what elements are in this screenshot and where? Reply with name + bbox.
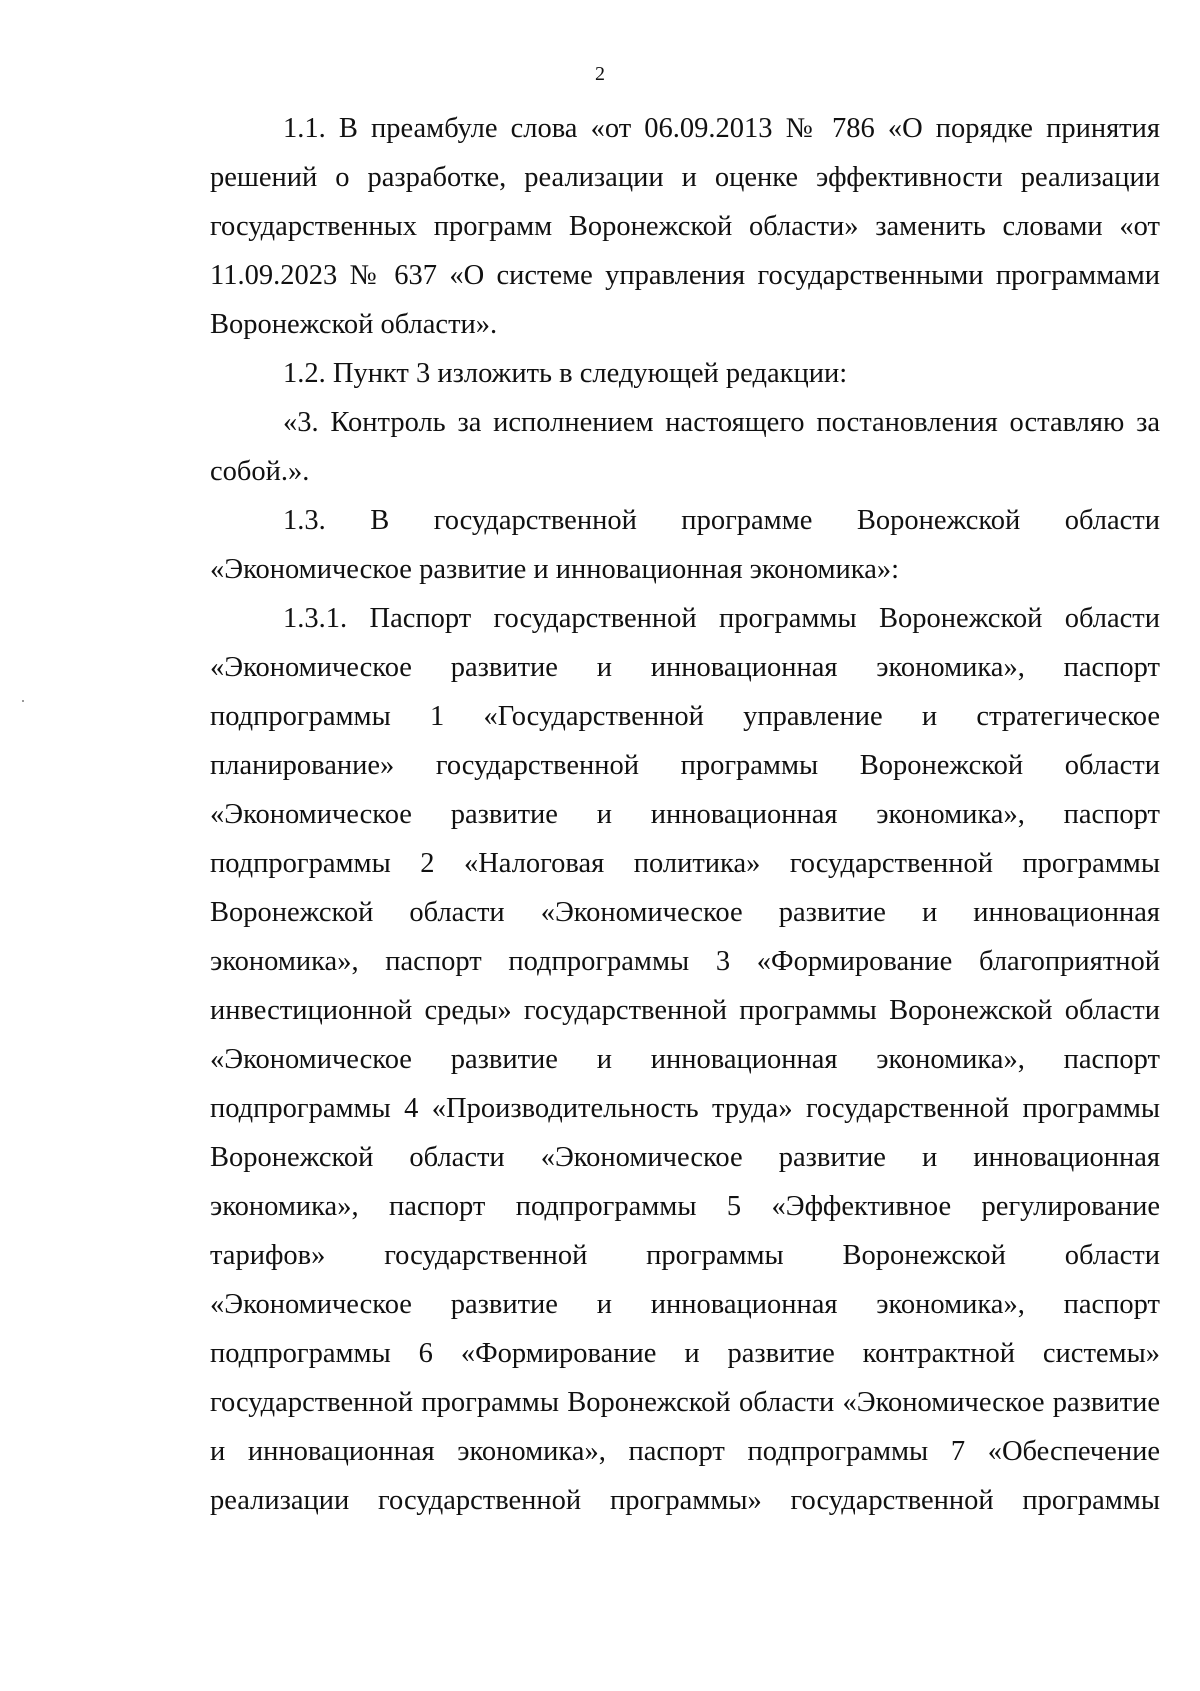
paragraph-1-3: 1.3. В государственной программе Воронежской области «Экономическое развитие и инновационная экономика»: [210,505,1160,585]
paragraph-1-2: 1.2. Пункт 3 изложить в следующей редакции: [283,358,848,389]
scan-artifact-dot [22,700,24,702]
paragraph-quote-3: «3. Контроль за исполнением настоящего постановления оставляю за собой.». [210,407,1160,487]
page-number: 2 [595,63,605,85]
document-body [210,104,1160,1525]
paragraph-1-3-1: 1.3.1. Паспорт государственной программы Воронежской области «Экономическое развитие и инновационная экономика», паспорт подпрограммы 1 «Государственной управление и стратегическое планирование» государственной программы Воронежской области «Экономическое развитие и инновационная экономика», паспорт подпрограммы 2 «Налоговая политика» государственной программы Воронежской области «Экономическое развитие и инновационная экономика», паспорт подпрограммы 3 «Формирование благоприятной инвестиционной среды» государственной программы Воронежской области «Экономическое развитие и инновационная экономика», паспорт подпрограммы 4 «Производительность труда» государственной программы Воронежской области «Экономическое развитие и инновационная экономика», паспорт подпрограммы 5 «Эффективное регулирование тарифов» государственной программы Воронежской области «Экономическое развитие и инновационная экономика», паспорт подпрограммы 6 «Формирование и развитие контрактной системы» государственной программы Воронежской области «Экономическое развитие и инновационная экономика», паспорт подпрограммы 7 «Обеспечение реализации государственной программы» государственной программы [210,603,1160,1516]
paragraph-1-1: 1.1. В преамбуле слова «от 06.09.2013 № 786 «О порядке принятия решений о разработке, реализации и оценке эффективности реализации государственных программ Воронежской области» заменить словами «от 11.09.2023 № 637 «О системе управления государственными программами Воронежской области». [210,113,1160,340]
